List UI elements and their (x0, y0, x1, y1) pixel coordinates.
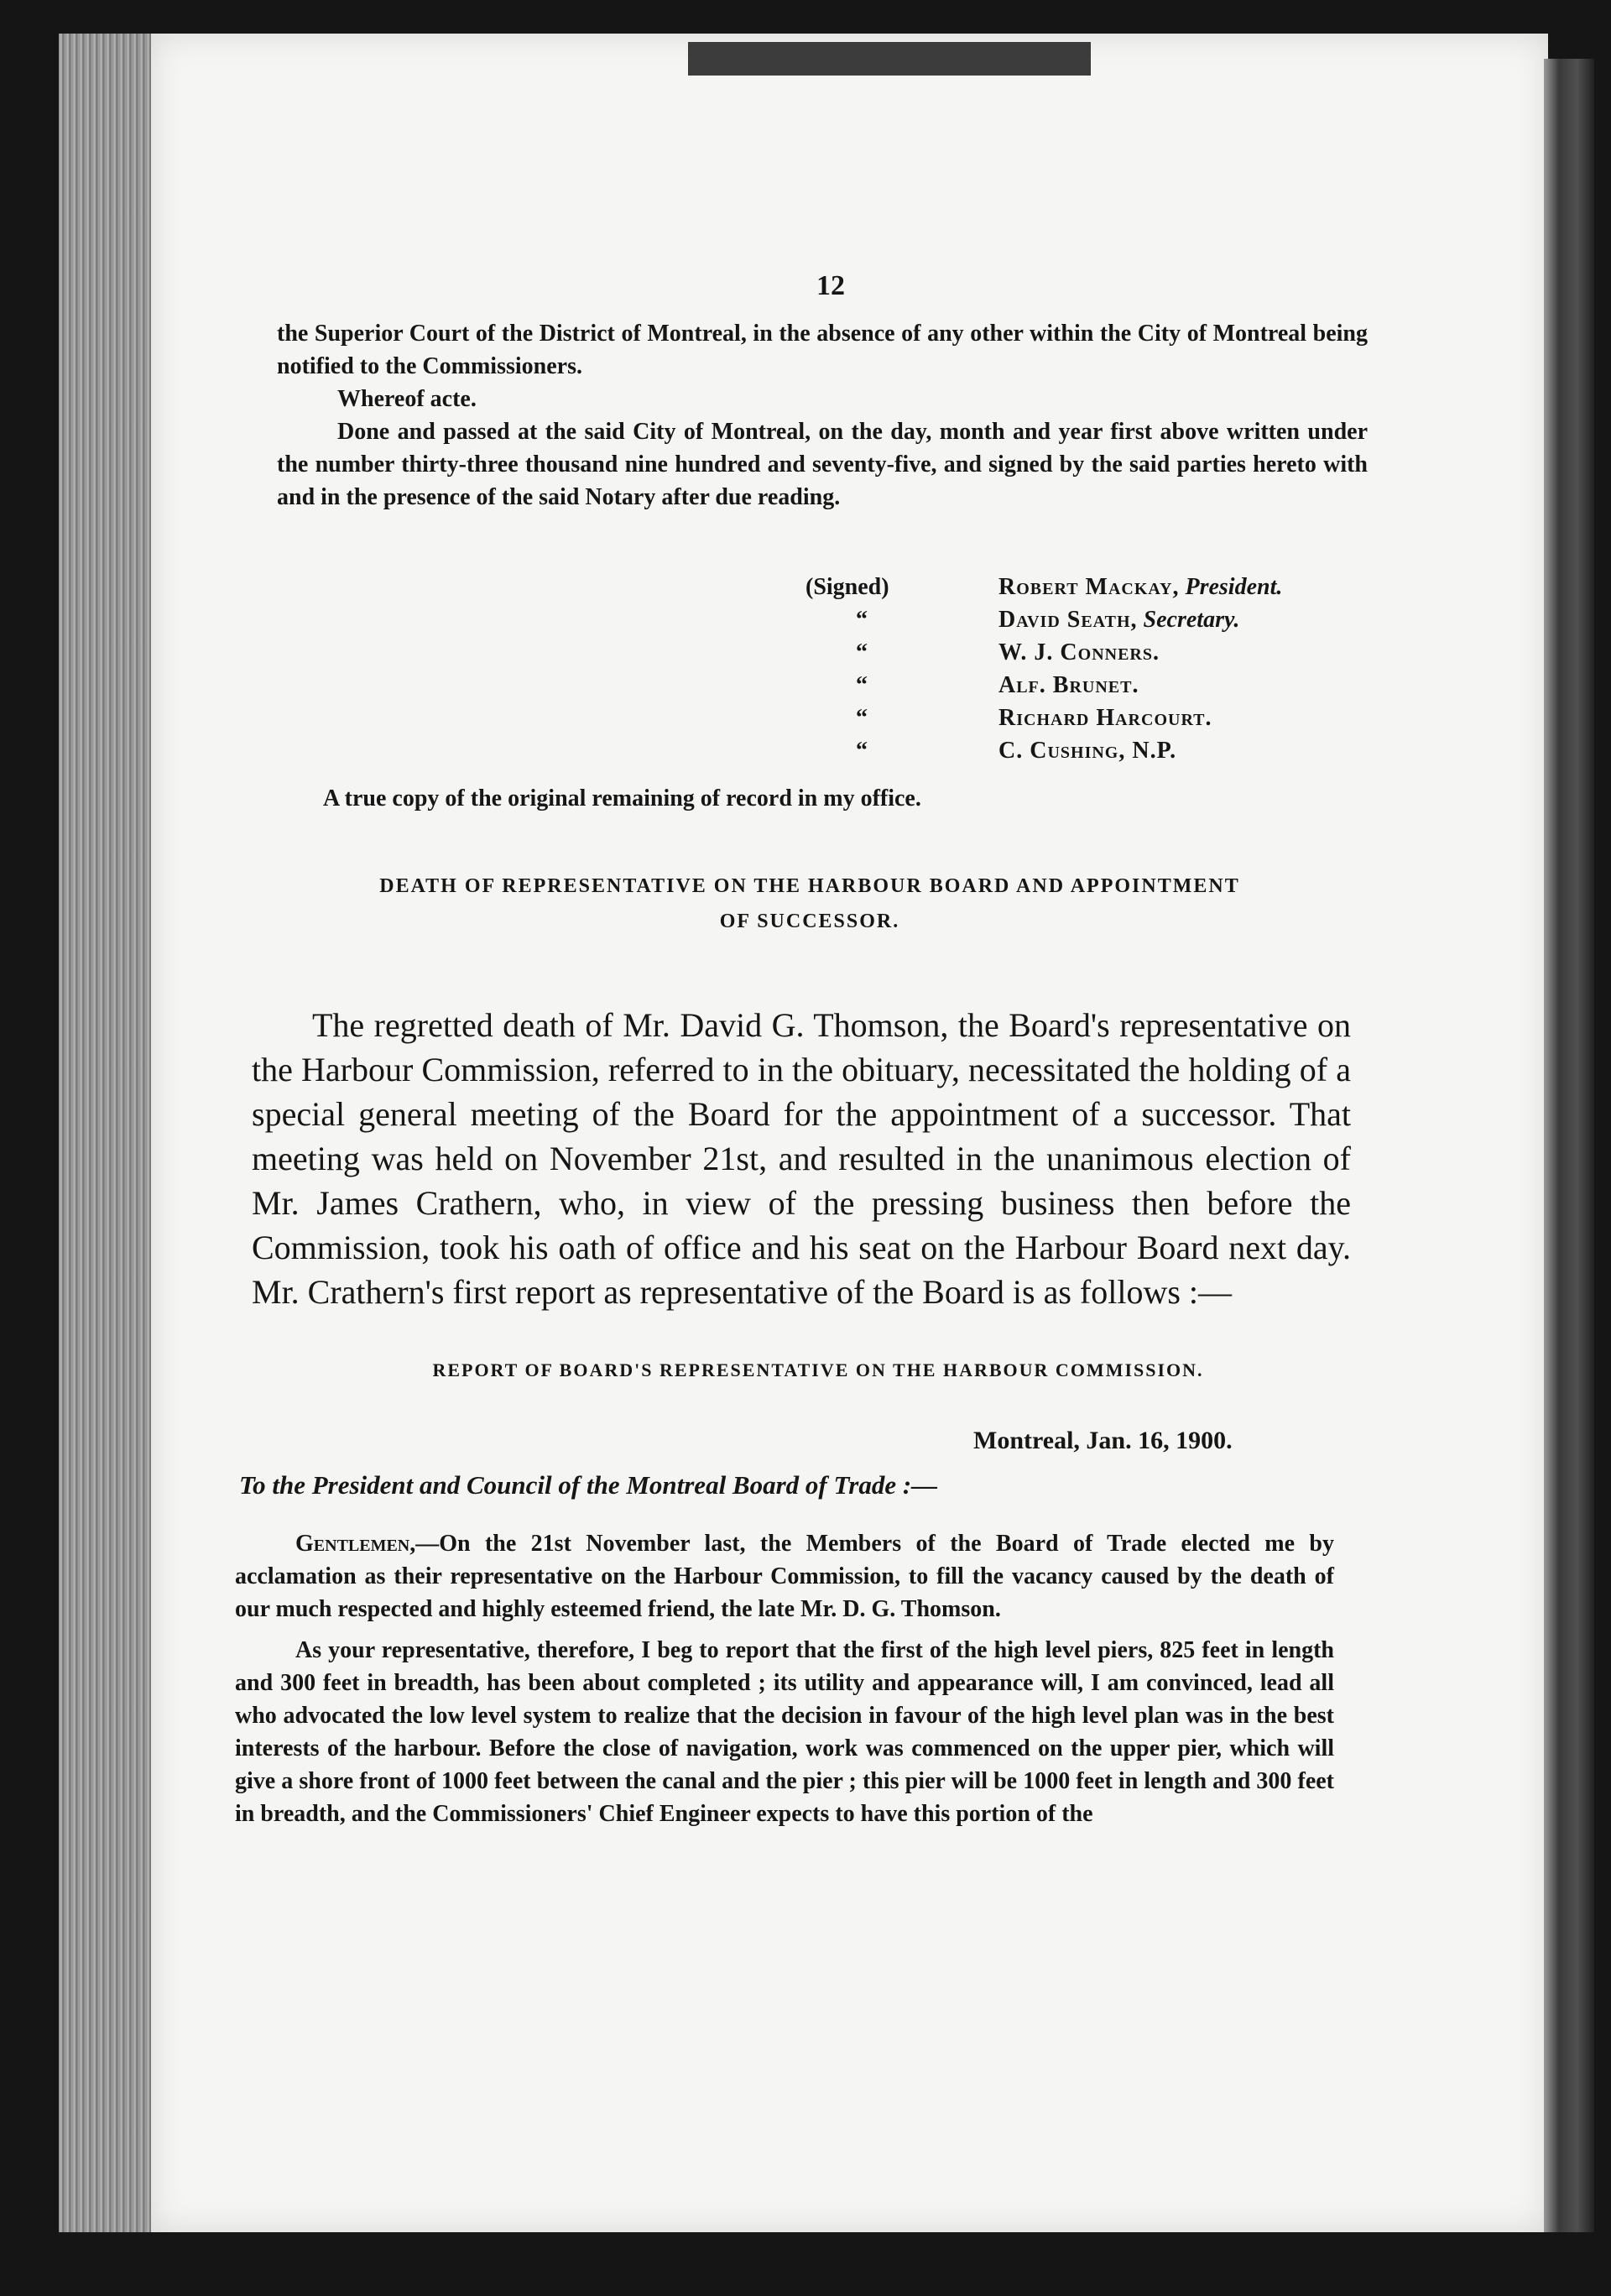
signed-label: (Signed) (806, 574, 889, 600)
deed-opening: the Superior Court of the District of Montreal, in the absence of any other within the City of Montreal being notified to the Commissioners. (277, 321, 1368, 379)
report-heading: REPORT OF BOARD'S REPRESENTATIVE ON THE HARBOUR COMMISSION. (432, 1359, 1204, 1380)
letter-paragraph-1-text: —On the 21st November last, the Members of the Board of Trade elected me by acclamation as their representative on the Harbour Commission, to fill the vacancy caused by the death of our much respected and highly esteemed friend, the late Mr. D. G. Thomson. (235, 1531, 1334, 1622)
report-dateline: Montreal, Jan. 16, 1900. (973, 1427, 1233, 1454)
signature-block (806, 571, 1393, 767)
signature-row (806, 636, 1393, 669)
ditto-mark: “ (856, 607, 868, 633)
page-number: 12 (816, 270, 845, 301)
signature-row (806, 571, 1393, 603)
gentlemen-label: Gentlemen, (295, 1531, 416, 1557)
book-right-edge (1544, 59, 1594, 2232)
top-binding-strip (688, 42, 1091, 76)
signatory-name: C. Cushing, N.P. (998, 738, 1177, 764)
signatory-name: W. J. Conners. (998, 639, 1160, 665)
ditto-mark: “ (856, 705, 868, 731)
section-heading (260, 869, 1359, 939)
signatory-name: Richard Harcourt. (998, 705, 1212, 731)
letter-paragraph-1 (235, 1527, 1334, 1625)
signatory-name: Alf. Brunet. (998, 672, 1139, 698)
signatory-name: Robert Mackay, (998, 574, 1180, 600)
deed-text (277, 317, 1368, 514)
signature-row (806, 603, 1393, 636)
book-page-edges (59, 34, 159, 2232)
signature-row (806, 734, 1393, 767)
signatory-title: President. (1185, 574, 1283, 600)
letter-paragraph-2: As your representative, therefore, I beg to report that the first of the high level piers, 825 feet in length and 300 feet in breadth, has been about completed ; its utility and appearance will, I am convinced, lead all who advocated the low level system to realize that the decision in favour of the high level plan was in the best interests of the harbour. Before the close of navigation, work was commenced on the upper pier, which will give a shore front of 1000 feet between the canal and the pier ; this pier will be 1000 feet in length and 300 feet in breadth, and the Commissioners' Chief Engineer expects to have this portion of the (235, 1637, 1334, 1827)
signature-row (806, 702, 1393, 734)
signature-row (806, 669, 1393, 702)
ditto-mark: “ (856, 639, 868, 665)
section-heading-line1: DEATH OF REPRESENTATIVE ON THE HARBOUR BOARD AND APPOINTMENT (379, 875, 1240, 897)
deed-whereof: Whereof acte. (337, 386, 477, 412)
signatory-title: Secretary. (1143, 607, 1240, 633)
ditto-mark: “ (856, 738, 868, 764)
ditto-mark: “ (856, 672, 868, 698)
deed-done-and-passed: Done and passed at the said City of Montreal, on the day, month and year first above written under the number thirty-three thousand nine hundred and seventy-five, and signed by the said parties hereto with and in the presence of the said Notary after due reading. (277, 419, 1368, 510)
report-letter (235, 1527, 1334, 1839)
section-heading-line2: OF SUCCESSOR. (719, 911, 900, 932)
true-copy-statement: A true copy of the original remaining of record in my office. (323, 785, 921, 811)
main-paragraph: The regretted death of Mr. David G. Thomson, the Board's representative on the Harbour Commission, referred to in the obituary, necessitated the holding of a special general meeting of the Board for the appointment of a successor. That meeting was held on November 21st, and resulted in the unanimous election of Mr. James Crathern, who, in view of the pressing business then before the Commission, took his oath of office and his seat on the Harbour Board next day. Mr. Crathern's first report as representative of the Board is as follows :— (252, 1006, 1351, 1311)
signatory-name: David Seath, (998, 607, 1138, 633)
report-salutation: To the President and Council of the Montreal Board of Trade :— (239, 1470, 938, 1500)
